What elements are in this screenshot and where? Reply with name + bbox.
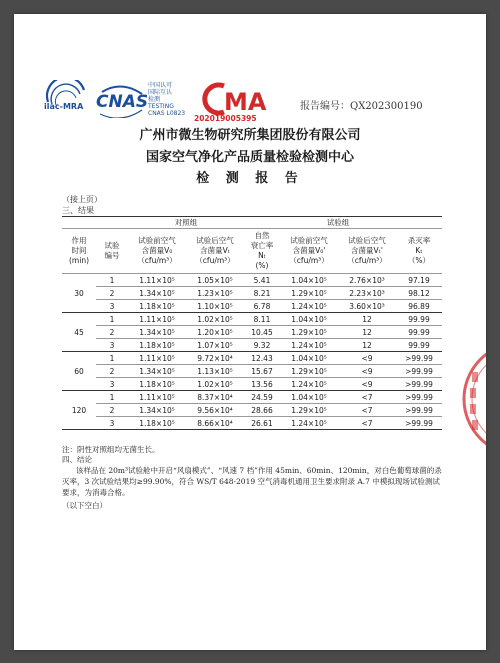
table-cell: 99.99: [396, 313, 442, 326]
negative-control-note: 注：阴性对照组均无菌生长。: [62, 445, 160, 454]
table-row: [62, 391, 442, 404]
conclusion-text: 该样品在 20m³试验舱中开启“风扇模式”、“风速 7 档”作用 45min、60min、120min，对白色葡萄球菌的杀灭率，3 次试验结果均≥99.90%，符合 WS/T 648-2019 空气消毒机通用卫生要求附录 A.7 中模拟现场试验测试要求，为消毒合格。: [62, 466, 442, 497]
table-cell: 1.18×10⁵: [128, 417, 186, 430]
table-cell: 2: [96, 365, 128, 378]
table-cell: 1.04×10⁵: [280, 313, 338, 326]
table-cell: 12: [338, 339, 396, 352]
table-cell: 1.23×10⁵: [186, 287, 244, 300]
table-cell: 1.29×10⁵: [280, 287, 338, 300]
cma-logo-text: MA: [224, 88, 267, 116]
table-cell: 12: [338, 326, 396, 339]
table-cell: 1.05×10⁵: [186, 274, 244, 287]
table-row: [62, 365, 442, 378]
col-control-before-header: 试验前空气 含菌量V₀ （cfu/m³）: [128, 229, 186, 274]
table-cell: 1: [96, 274, 128, 287]
cma-logo-icon: [194, 80, 272, 118]
table-cell: 1.02×10⁵: [186, 313, 244, 326]
table-row: [62, 339, 442, 352]
col-test-before-header: 试验前空气 含菌量V₀' （cfu/m³）: [280, 229, 338, 274]
col-kill-rate-header: 杀灭率 Kₜ （%）: [396, 229, 442, 274]
table-cell: 13.56: [244, 378, 280, 391]
col-time-header: 作用 时间 (min): [62, 229, 96, 274]
table-cell: 8.21: [244, 287, 280, 300]
table-cell: <9: [338, 352, 396, 365]
table-cell: 2: [96, 404, 128, 417]
col-control-after-header: 试验后空气 含菌量Vₜ （cfu/m³）: [186, 229, 244, 274]
control-group-header: 对照组: [128, 217, 244, 229]
table-cell: 8.37×10⁴: [186, 391, 244, 404]
table-cell: 1.07×10⁵: [186, 339, 244, 352]
table-cell: 9.72×10⁴: [186, 352, 244, 365]
table-cell: 5.41: [244, 274, 280, 287]
table-cell: <7: [338, 404, 396, 417]
table-cell: 2: [96, 287, 128, 300]
table-cell: 96.89: [396, 300, 442, 313]
table-cell: <7: [338, 417, 396, 430]
table-cell: 12: [338, 313, 396, 326]
table-cell: 1: [96, 313, 128, 326]
table-cell: 6.78: [244, 300, 280, 313]
table-row: [62, 300, 442, 313]
center-title: 国家空气净化产品质量检验检测中心: [145, 150, 354, 165]
table-cell: 1.13×10⁵: [186, 365, 244, 378]
table-cell: <7: [338, 391, 396, 404]
table-cell: 2.76×10³: [338, 274, 396, 287]
table-cell: 1.34×10⁵: [128, 287, 186, 300]
table-cell: 1: [96, 391, 128, 404]
ilac-logo-text: ilac-MRA: [44, 102, 84, 111]
table-cell: 1.04×10⁵: [280, 274, 338, 287]
test-group-header: 试验组: [280, 217, 396, 229]
table-cell: 1.04×10⁵: [280, 352, 338, 365]
table-cell: 3.60×10³: [338, 300, 396, 313]
table-cell: 1.18×10⁵: [128, 339, 186, 352]
table-cell: 9.56×10⁴: [186, 404, 244, 417]
table-cell: 1: [96, 352, 128, 365]
table-cell: <9: [338, 365, 396, 378]
time-cell: 30: [62, 274, 96, 313]
table-row: [62, 404, 442, 417]
cma-number: 202019005395: [194, 114, 257, 123]
table-cell: 3: [96, 339, 128, 352]
official-seal-icon: [458, 344, 486, 454]
table-cell: 15.67: [244, 365, 280, 378]
cnas-logo-text: CNAS: [96, 92, 149, 112]
table-cell: 1.24×10⁵: [280, 300, 338, 313]
table-cell: 99.99: [396, 326, 442, 339]
table-cell: 3: [96, 300, 128, 313]
results-body: [62, 274, 442, 430]
table-cell: 1.24×10⁵: [280, 339, 338, 352]
table-cell: 1.02×10⁵: [186, 378, 244, 391]
table-cell: 1.11×10⁵: [128, 274, 186, 287]
table-cell: >99.99: [396, 417, 442, 430]
conclusion-heading: 四、结论: [62, 455, 92, 464]
table-cell: 1.34×10⁵: [128, 404, 186, 417]
table-cell: 1.29×10⁵: [280, 326, 338, 339]
table-cell: 8.11: [244, 313, 280, 326]
table-cell: >99.99: [396, 378, 442, 391]
table-cell: 10.45: [244, 326, 280, 339]
table-cell: 1.04×10⁵: [280, 391, 338, 404]
table-cell: 3: [96, 378, 128, 391]
table-cell: 1.29×10⁵: [280, 365, 338, 378]
table-cell: >99.99: [396, 352, 442, 365]
col-test-after-header: 试验后空气 含菌量Vₜ' （cfu/m³）: [338, 229, 396, 274]
table-cell: 12.43: [244, 352, 280, 365]
report-title: 检 测 报 告: [196, 171, 304, 186]
table-cell: 1.11×10⁵: [128, 391, 186, 404]
table-row: [62, 287, 442, 300]
continued-note: （接上页）: [62, 195, 102, 204]
table-cell: 98.12: [396, 287, 442, 300]
table-cell: 1.24×10⁵: [280, 378, 338, 391]
table-cell: 1.20×10⁵: [186, 326, 244, 339]
certification-logos: [44, 76, 304, 126]
table-cell: 3: [96, 417, 128, 430]
table-cell: 1.11×10⁵: [128, 352, 186, 365]
col-natural-decay-header: 自然 衰亡率 Nₜ (%): [244, 229, 280, 274]
table-cell: 1.18×10⁵: [128, 300, 186, 313]
table-cell: 1.34×10⁵: [128, 326, 186, 339]
time-cell: 120: [62, 391, 96, 430]
org-title: 广州市微生物研究所集团股份有限公司: [139, 128, 361, 143]
table-cell: >99.99: [396, 365, 442, 378]
table-row: [62, 417, 442, 430]
table-cell: 1.18×10⁵: [128, 378, 186, 391]
table-cell: 99.99: [396, 339, 442, 352]
table-cell: <9: [338, 378, 396, 391]
table-cell: 1.11×10⁵: [128, 313, 186, 326]
time-cell: 60: [62, 352, 96, 391]
table-row: [62, 378, 442, 391]
table-cell: 1.29×10⁵: [280, 404, 338, 417]
section-heading: 三、结果: [62, 206, 94, 215]
table-cell: 1.24×10⁵: [280, 417, 338, 430]
table-cell: 2: [96, 326, 128, 339]
results-table: [62, 216, 442, 430]
report-page: [14, 14, 486, 650]
table-cell: 1.10×10⁵: [186, 300, 244, 313]
table-cell: 26.61: [244, 417, 280, 430]
table-cell: 1.34×10⁵: [128, 365, 186, 378]
table-row: [62, 326, 442, 339]
blank-below-note: （以下空白）: [62, 501, 107, 510]
cnas-caption: 中国认可 国际互认 检测 TESTING CNAS L0823: [148, 82, 186, 117]
table-row: [62, 352, 442, 365]
ilac-logo-icon: [44, 80, 90, 120]
table-cell: >99.99: [396, 391, 442, 404]
table-cell: 2.23×10³: [338, 287, 396, 300]
col-no-header: 试验 编号: [96, 229, 128, 274]
time-cell: 45: [62, 313, 96, 352]
table-cell: 8.66×10⁴: [186, 417, 244, 430]
table-cell: 97.19: [396, 274, 442, 287]
report-number: 报告编号：QX202300190: [300, 101, 423, 112]
table-cell: 9.32: [244, 339, 280, 352]
table-cell: >99.99: [396, 404, 442, 417]
table-cell: 28.66: [244, 404, 280, 417]
table-cell: 24.59: [244, 391, 280, 404]
table-row: [62, 313, 442, 326]
table-row: [62, 274, 442, 287]
